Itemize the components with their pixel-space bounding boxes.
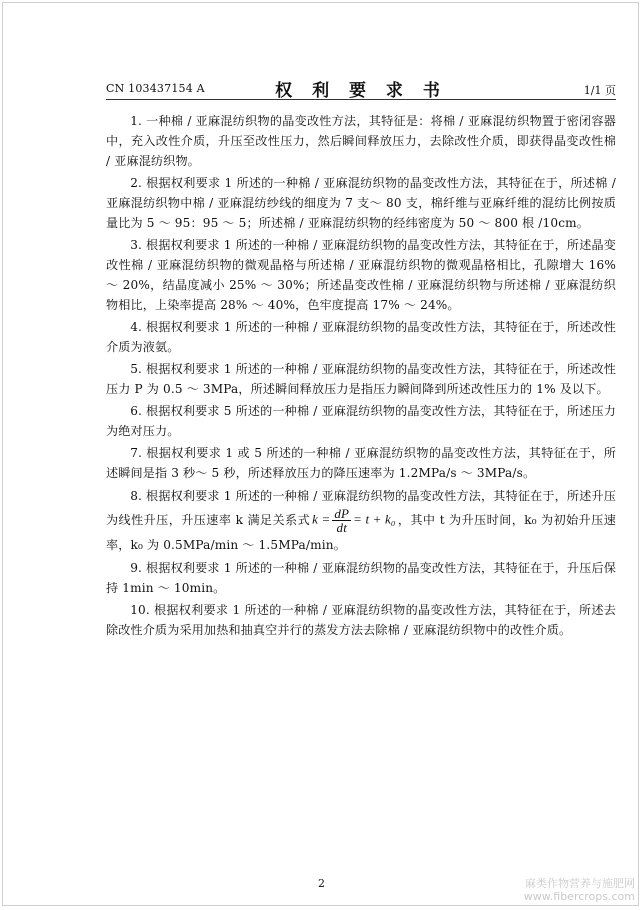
formula-numerator: dP bbox=[334, 506, 350, 521]
header-divider bbox=[106, 99, 616, 100]
claim-8-text-start: 8. 根据权利要求 1 所述的一种棉 / 亚麻混纺织物的晶变改性方法，其特征在于，所述升压为线性升压，升压速率 k 满足关系式 bbox=[106, 489, 616, 527]
claim-6: 6. 根据权利要求 5 所述的一种棉 / 亚麻混纺织物的晶变改性方法，其特征在于，所述压力为绝对压力。 bbox=[106, 404, 616, 438]
formula-denominator: dt bbox=[336, 520, 347, 535]
formula-rhs: = t + k₀ bbox=[353, 511, 396, 527]
claim-3: 3. 根据权利要求 1 所述的一种棉 / 亚麻混纺织物的晶变改性方法，其特征在于，所述晶变改性棉 / 亚麻混纺织物的微观晶格与所述棉 / 亚麻混纺织物的微观晶格相比，孔隙增大 16% ～ 20%，结晶度减小 25% ～ 30%；所述晶变改性棉 / 亚麻混纺织物与所述棉 / 亚麻混纺织物相比，上染率提高 28% ～ 40%，色牢度提高 17% ～ 24%。 bbox=[106, 238, 616, 312]
claim-10: 10. 根据权利要求 1 所述的一种棉 / 亚麻混纺织物的晶变改性方法，其特征在于，所述去除改性介质为采用加热和抽真空并行的蒸发方法去除棉 / 亚麻混纺织物中的改性介质。 bbox=[106, 603, 616, 637]
claim-8 bbox=[106, 485, 616, 556]
page-number: 2 bbox=[318, 877, 325, 890]
claim-7: 7. 根据权利要求 1 或 5 所述的一种棉 / 亚麻混纺织物的晶变改性方法，其特征在于，所述瞬间是指 3 秒～ 5 秒，所述释放压力的降压速率为 1.2MPa/s ～ 3MPa/s。 bbox=[106, 446, 616, 480]
claim-2: 2. 根据权利要求 1 所述的一种棉 / 亚麻混纺织物的晶变改性方法，其特征在于，所述棉 / 亚麻混纺织物中棉 / 亚麻混纺纱线的细度为 7 支～ 80 支，棉纤维与亚麻纤维的混纺比例按质量比为 5 ～ 95：95 ～ 5；所述棉 / 亚麻混纺织物的经纬密度为 50 ～ 800 根 /10cm。 bbox=[106, 176, 616, 230]
watermark-url: www.fibercrops.com bbox=[523, 890, 635, 903]
claim-1: 1. 一种棉 / 亚麻混纺织物的晶变改性方法，其特征是：将棉 / 亚麻混纺织物置于密闭容器中，充入改性介质，升压至改性压力，然后瞬间释放压力，去除改性介质，即获得晶变改性棉 / 亚麻混纺织物。 bbox=[106, 114, 616, 168]
document-header bbox=[106, 76, 616, 101]
publication-number: CN 103437154 A bbox=[106, 82, 205, 95]
rate-formula bbox=[312, 507, 395, 534]
claim-4: 4. 根据权利要求 1 所述的一种棉 / 亚麻混纺织物的晶变改性方法，其特征在于，所述改性介质为液氨。 bbox=[106, 320, 616, 354]
claims-list bbox=[106, 111, 616, 642]
claim-8-text-end: ，其中 t 为升压时间，k₀ 为初始升压速率，k₀ 为 0.5MPa/min ～ 1.5MPa/min。 bbox=[106, 513, 616, 552]
document-title: 权 利 要 求 书 bbox=[275, 81, 447, 101]
claim-5: 5. 根据权利要求 1 所述的一种棉 / 亚麻混纺织物的晶变改性方法，其特征在于，所述改性压力 P 为 0.5 ～ 3MPa，所述瞬间释放压力是指压力瞬间降到所述改性压力的 1% 及以下。 bbox=[106, 362, 616, 396]
website-watermark bbox=[524, 877, 635, 903]
page-count: 1/1 页 bbox=[583, 84, 616, 97]
formula-lhs: k = bbox=[312, 511, 331, 527]
claim-9: 9. 根据权利要求 1 所述的一种棉 / 亚麻混纺织物的晶变改性方法，其特征在于，升压后保持 1min ～ 10min。 bbox=[106, 561, 616, 595]
formula-fraction bbox=[332, 507, 351, 534]
watermark-site-name: 麻类作物营养与施肥网 bbox=[525, 877, 635, 890]
